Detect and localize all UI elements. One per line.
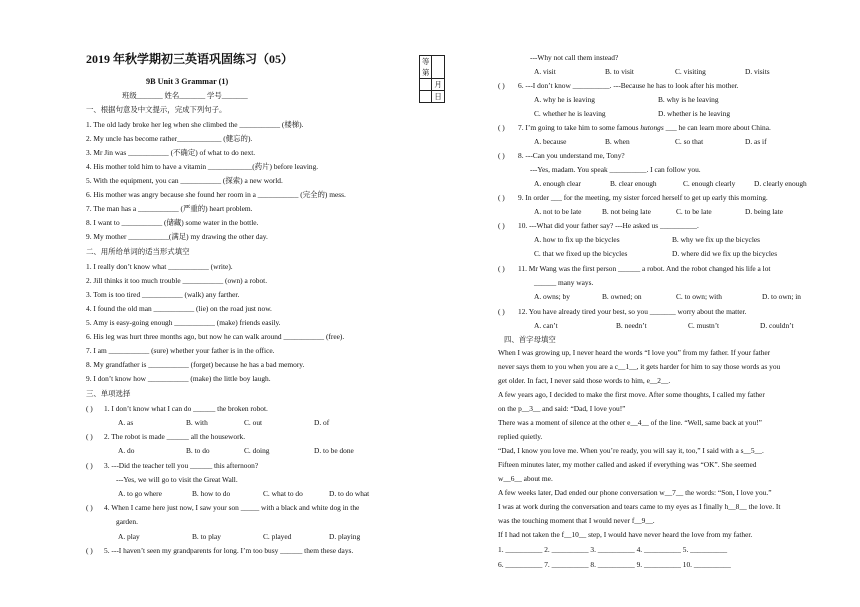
s2-item-8: 8. My grandfather is ___________ (forget) because he has a bad memory. [86,360,305,369]
q5-option-b: B. to visit [605,67,634,76]
answer-paren[interactable]: ( ) [498,264,505,273]
q11-option-a: A. owns; by [534,292,570,301]
s1-item-1: 1. The old lady broke her leg when she climbed the ___________ (楼梯). [86,120,304,129]
answer-paren[interactable]: ( ) [498,81,505,90]
q4-option-b: B. to play [192,532,221,541]
q5-stem: 5. ---I haven’t seen my grandparents for long. I’m too busy ______ them these days. [104,546,354,555]
q1-option-b: B. with [186,418,208,427]
q3-option-c: C. what to do [263,489,303,498]
q12-option-d: D. couldn’t [760,321,794,330]
answer-paren[interactable]: ( ) [498,193,505,202]
q9-option-b: B. not being late [602,207,651,216]
q6-option-b: B. why is he leaving [658,95,719,104]
s1-item-7: 7. The man has a ___________ (严重的) heart problem. [86,204,253,213]
passage-line: A few years ago, I decided to make the first move. After some thoughts, I called my father [498,390,765,399]
q5-option-a: A. visit [534,67,556,76]
q7-option-b: B. when [605,137,630,146]
q3-stem: 3. ---Did the teacher tell you ______ this afternoon? [104,461,259,470]
q4-stem-cont: garden. [116,517,138,526]
s2-item-1: 1. I really don’t know what ___________ (write). [86,262,233,271]
q8-option-c: C. enough clearly [683,179,736,188]
q11-option-b: B. owned; on [602,292,642,301]
student-info-line: 班级_______ 姓名_______ 学号_______ [122,91,248,100]
answer-paren[interactable]: ( ) [86,503,93,512]
passage-line: If I had not taken the f__10__ step, I would have never heard the love from my father. [498,530,753,539]
q4-option-c: C. played [263,532,292,541]
s2-item-2: 2. Jill thinks it too much trouble ___________ (own) a robot. [86,276,268,285]
q6-stem: 6. ---I don’t know __________. ---Because he has to look after his mother. [518,81,739,90]
answer-paren[interactable]: ( ) [498,307,505,316]
passage-line: never says them to you when you are a c__1__, it gets harder for him to say those words as you [498,362,781,371]
answer-paren[interactable]: ( ) [498,123,505,132]
q3-option-a: A. to go where [118,489,162,498]
q10-option-b: B. why we fix up the bicycles [672,235,761,244]
q10-option-a: A. how to fix up the bicycles [534,235,620,244]
q1-option-c: C. out [244,418,263,427]
q5-option-d: D. visits [745,67,770,76]
q2-option-a: A. do [118,446,135,455]
q8-stem: 8. ---Can you understand me, Tony? [518,151,625,160]
q7-option-a: A. because [534,137,567,146]
q3-stem-reply: ---Yes, we will go to visit the Great Wall. [116,475,238,484]
s1-item-2: 2. My uncle has become rather____________ (健忘的). [86,134,253,143]
q2-stem: 2. The robot is made ______ all the housework. [104,432,246,441]
passage-line: I was at work during the conversation and tears came to my eyes as I finally h__8__ the love. It [498,502,781,511]
month-label: 月 [432,79,444,91]
q9-option-a: A. not to be late [534,207,582,216]
q2-option-d: D. to be done [314,446,354,455]
q8-stem-reply: ---Yes, madam. You speak __________. I can follow you. [530,165,701,174]
passage-line: w__6__ about me. [498,474,553,483]
q5-stem-reply: ---Why not call them instead? [530,53,619,62]
answer-blanks-row-1[interactable]: 1. __________ 2. __________ 3. __________ 4. __________ 5. __________ [498,545,728,554]
day-label: 日 [432,91,444,103]
answer-paren[interactable]: ( ) [86,404,93,413]
s1-item-5: 5. With the equipment, you can ___________ (探索) a new world. [86,176,283,185]
q1-option-a: A. as [118,418,134,427]
q11-stem-cont: ______ many ways. [534,278,594,287]
q3-option-d: D. to do what [329,489,370,498]
q8-option-b: B. clear enough [610,179,657,188]
q12-option-a: A. can’t [534,321,558,330]
q4-option-a: A. play [118,532,140,541]
section2-heading: 二、用所给单词的适当形式填空 [86,247,190,256]
worksheet-subtitle: 9B Unit 3 Grammar (1) [146,77,229,86]
q2-option-c: C. doing [244,446,270,455]
s1-item-3: 3. Mr Jin was ___________ (不确定) of what to do next. [86,148,256,157]
q11-option-d: D. to own; in [762,292,802,301]
q11-option-c: C. to own; with [676,292,722,301]
section4-heading: 四、首字母填空 [504,335,556,344]
s1-item-6: 6. His mother was angry because she found her room in a ___________ (完全的) mess. [86,190,346,199]
s2-item-7: 7. I am ___________ (sure) whether your father is in the office. [86,346,275,355]
q12-option-c: C. mustn’t [688,321,720,330]
q9-option-d: D. being late [745,207,783,216]
passage-line: There was a moment of silence at the other e__4__ of the line. “Well, same back at you!” [498,418,762,427]
grade-label: 等第 [420,56,432,79]
worksheet-title: 2019 年秋学期初三英语巩固练习（05） [86,52,294,66]
q3-option-b: B. how to do [192,489,231,498]
answer-paren[interactable]: ( ) [498,221,505,230]
s1-item-8: 8. I want to ___________ (储藏) some water in the bottle. [86,218,259,227]
grade-cell[interactable] [432,56,444,79]
passage-line: on the p__3__ and said: “Dad, I love you!” [498,404,626,413]
q10-option-c: C. that we fixed up the bicycles [534,249,628,258]
passage-line: get older. In fact, I never said those words to him, e__2__. [498,376,671,385]
q9-stem: 9. In order ___ for the meeting, my sister forced herself to get up early this morning. [518,193,768,202]
answer-paren[interactable]: ( ) [86,546,93,555]
passage-line: Fifteen minutes later, my mother called and asked if everything was “OK”. She seemed [498,460,757,469]
q6-option-c: C. whether he is leaving [534,109,606,118]
section3-heading: 三、单项选择 [86,389,131,398]
q1-option-d: D. of [314,418,330,427]
answer-blanks-row-2[interactable]: 6. __________ 7. __________ 8. __________ 9. __________ 10. __________ [498,560,731,569]
answer-paren[interactable]: ( ) [86,461,93,470]
q4-stem: 4. When I came here just now, I saw your son _____ with a black and white dog in the [104,503,360,512]
s2-item-4: 4. I found the old man ___________ (lie) on the road just now. [86,304,272,313]
s2-item-5: 5. Amy is easy-going enough ___________ (make) friends easily. [86,318,281,327]
q2-option-b: B. to do [186,446,210,455]
s1-item-9: 9. My mother ___________(满足) my drawing the other day. [86,232,268,241]
passage-line: “Dad, I know you love me. When you’re ready, you will say it, too,” I said with a s__5__. [498,446,764,455]
passage-line: A few weeks later, Dad ended our phone conversation w__7__ the words: “Son, I love you.” [498,488,772,497]
q10-stem: 10. ---What did your father say? ---He asked us __________. [518,221,699,230]
q5-option-c: C. visiting [675,67,706,76]
q10-option-d: D. where did we fix up the bicycles [672,249,778,258]
q6-option-a: A. why he is leaving [534,95,595,104]
q6-option-d: D. whether is he leaving [658,109,731,118]
q7-italic-word: hutongs [640,123,664,132]
passage-line: was the touching moment that I would never f__9__. [498,516,655,525]
q12-stem: 12. You have already tired your best, so you _______ worry about the matter. [518,307,747,316]
s2-item-6: 6. His leg was hurt three months ago, but now he can walk around ___________ (free). [86,332,345,341]
answer-paren[interactable]: ( ) [86,432,93,441]
q7-option-d: D. as if [745,137,767,146]
q12-option-b: B. needn’t [616,321,647,330]
q8-option-a: A. enough clear [534,179,581,188]
q9-option-c: C. to be late [676,207,712,216]
q8-option-d: D. clearly enough [754,179,807,188]
section1-heading: 一、根据句意及中文提示，完成下列句子。 [86,105,227,114]
q7-stem: 7. I’m going to take him to some famous hutongs ___ he can learn more about China. [518,123,771,132]
s2-item-3: 3. Tom is too tired ___________ (walk) any farther. [86,290,240,299]
q4-option-d: D. playing [329,532,361,541]
q1-stem: 1. I don’t know what I can do ______ the broken robot. [104,404,268,413]
q11-stem: 11. Mr Wang was the first person ______ a robot. And the robot changed his life a lot [518,264,771,273]
answer-paren[interactable]: ( ) [498,151,505,160]
grade-box [419,55,445,103]
s2-item-9: 9. I don’t know how ___________ (make) the little boy laugh. [86,374,271,383]
q7-option-c: C. so that [675,137,704,146]
passage-line: When I was growing up, I never heard the words “I love you” from my father. If your father [498,348,771,357]
s1-item-4: 4. His mother told him to have a vitamin ____________(药片) before leaving. [86,162,319,171]
passage-line: replied quietly. [498,432,543,441]
